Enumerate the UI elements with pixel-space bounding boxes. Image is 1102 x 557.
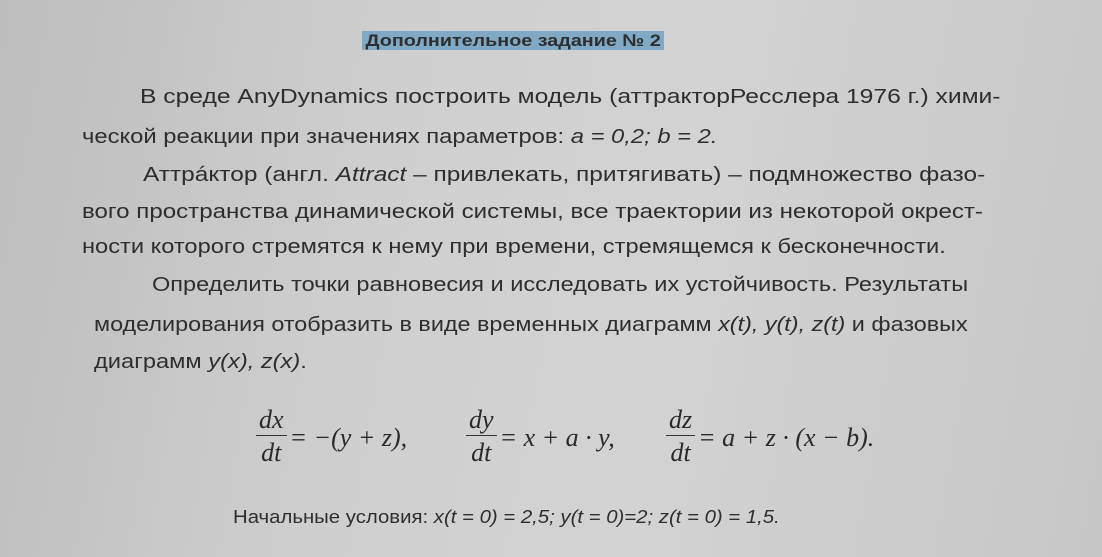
text: Аттрáктор (англ. [143,164,336,186]
text: Определить точки равновесия и исследовать их устойчивость. Результаты [152,274,969,296]
title-text: Дополнительное задание № 2 [362,31,664,50]
text: ности которого стремятся к нему при времени, стремящемся к бесконечности. [82,236,946,258]
paragraph-line [140,85,1001,109]
equation-dy [466,405,615,470]
numerator: dz [666,405,695,436]
numerator: dy [466,405,497,436]
fraction [466,405,497,470]
paragraph-line [82,125,717,149]
paragraph-line [143,163,985,187]
text: . [300,351,307,373]
initial-conditions [233,505,780,529]
document-title [362,28,664,53]
values: x(t = 0) = 2,5; y(t = 0)=2; z(t = 0) = 1,5. [433,507,780,527]
text: – привлекать, притягивать) – подмножество фазо- [406,164,986,186]
paragraph-line [82,235,946,259]
text: y(x), z(x) [208,351,301,373]
denominator: dt [471,438,492,467]
text: x(t), y(t), z(t) [718,314,846,336]
parameters-text: a = 0,2; b = 2. [570,126,718,148]
rhs: = −(y + z), [289,422,408,452]
text: В среде AnyDynamics построить модель (аттракторРесслера 1976 г.) хими- [140,86,1001,108]
paragraph-line [82,200,983,224]
text: и фазовых [845,314,968,336]
paragraph-line [94,350,307,374]
text: моделирования отобразить в виде временных диаграмм [94,314,719,336]
text: диаграмм [94,351,209,373]
equation-dx [256,405,407,470]
text: вого пространства динамической системы, все траектории из некоторой окрест- [82,201,983,223]
fraction [666,405,695,470]
fraction [256,405,287,470]
equation-dz [666,405,874,470]
denominator: dt [261,438,282,467]
rhs: = a + z · (x − b). [698,422,875,452]
rhs: = x + a · y, [499,422,615,452]
paragraph-line [152,273,968,297]
denominator: dt [670,438,691,467]
label: Начальные условия: [233,507,434,527]
numerator: dx [256,405,287,436]
text: ческой реакции при значениях параметров: [82,126,571,148]
text: Attract [335,164,407,186]
paragraph-line [94,313,968,337]
